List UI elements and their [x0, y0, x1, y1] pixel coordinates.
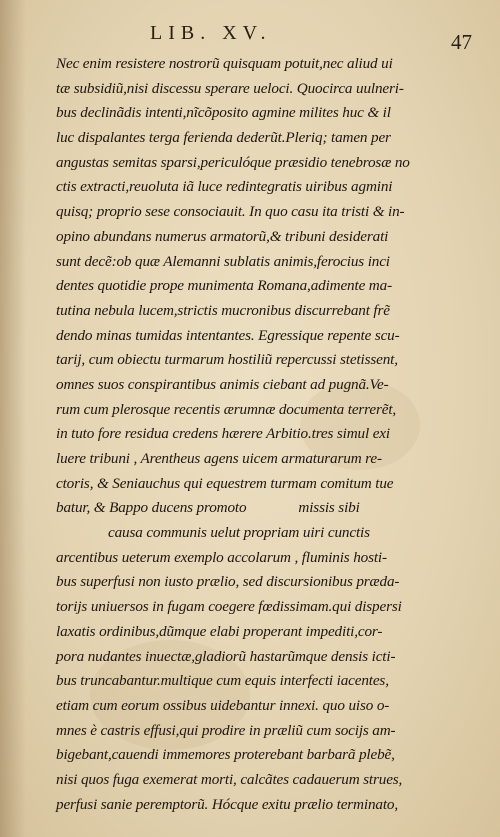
text-line: tæ subsidiũ,nisi discessu sperare ueloci. Quocirca uulneri- — [56, 79, 404, 97]
text-line: pora nudantes inuectæ,gladiorũ hastarũmque densis icti- — [56, 647, 396, 665]
text-line: omnes suos conspirantibus animis ciebant ad pugnã.Ve- — [56, 375, 389, 393]
text-line: bigebant,cauendi immemores proterebant barbarã plebẽ, — [56, 746, 395, 764]
text-line: tarij, cum obiectu turmarum hostiliũ repercussi stetissent, — [56, 351, 398, 369]
text-line: sunt decẽ:ob quæ Alemanni sublatis animis,ferocius inci — [56, 252, 390, 270]
text-line: bus declinãdis intenti,nĩcõposito agmine milites huc & il — [56, 104, 391, 122]
text-line: opino abundans numerus armatorũ,& tribuni desiderati — [56, 227, 389, 245]
text-line-right: missis sibi — [298, 499, 360, 517]
binding-gutter-shadow — [0, 0, 26, 837]
text-line: mnes è castris effusi,qui prodire in præliũ cum socijs am- — [56, 721, 396, 739]
text-line: tutina nebula lucem,strictis mucronibus discurrebant frẽ — [56, 301, 390, 319]
text-line: torijs uniuersos in fugam coegere fœdissimam.qui dispersi — [56, 598, 402, 616]
text-line: bus superfusi non iusto prælio, sed discursionibus præda- — [56, 573, 400, 591]
text-line: in tuto fore residua credens hærere Arbitio.tres simul exi — [56, 425, 390, 443]
text-line: quisq; proprio sese consociauit. In quo casu ita tristi & in- — [56, 203, 405, 221]
text-block — [56, 52, 474, 817]
text-line: causa communis uelut propriam uiri cunctis — [108, 524, 370, 542]
text-line: rum cum plerosque recentis ærumnæ documenta terrerẽt, — [56, 400, 397, 418]
text-line: luere tribuni , Arenthеus agens uicem armaturarum re- — [56, 450, 382, 467]
text-line: perfusi saniе peremptorũ. Hócque exitu prælio terminato, — [56, 795, 398, 813]
text-line: luc dispalantes terga ferienda dederũt.Pleriq; tamen per — [56, 129, 391, 147]
text-line: dentes quotidie prope munimenta Romana,adimente ma- — [56, 277, 392, 295]
text-line: Nec enim resistere nostrorũ quisquam potuit,nec aliud ui — [56, 55, 393, 72]
page-number: 47 — [451, 30, 472, 54]
text-line: nisi quos fuga exemerat morti, calcãtes cadauerum strues, — [56, 770, 403, 788]
text-line: ctorіs, & Seniauchus qui equestrem turmam comitum tue — [56, 474, 394, 492]
text-line-left: batur, & Bappo ducens promoto — [56, 499, 247, 517]
text-line: ctis extracti,reuoluta iã luce redintegratis uiribus agmini — [56, 178, 393, 196]
text-line: dendo minas tumidas intentantes. Egressique repente scu- — [56, 326, 400, 344]
running-head: LIB. XV. — [150, 22, 272, 44]
text-line: bus truncabantur.multique cum equis interfecti iacentes, — [56, 672, 389, 690]
text-line: etiam cum eorum ossibus uidebantur innexi. quo uiso o- — [56, 696, 390, 714]
text-line: arcentibus ueterum exemplo accolarum , fluminis hosti- — [56, 548, 387, 566]
text-line: angustas semitas sparsi,periculóque præsidio tenebrosæ no — [56, 153, 410, 171]
text-line-with-gap — [56, 496, 474, 521]
text-line: laxatis ordinibus,dũmque elabi properant impediti,cor- — [56, 622, 383, 640]
